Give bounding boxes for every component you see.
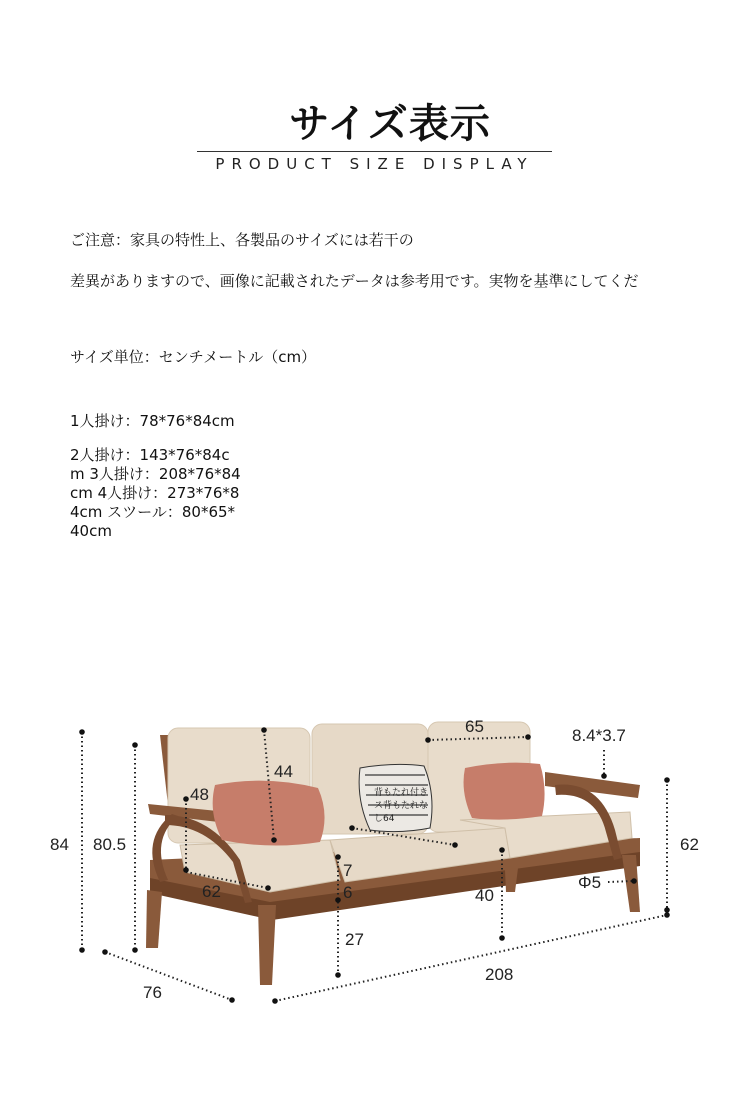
size-list-line: cm 4人掛け：273*76*8 xyxy=(70,484,240,502)
size-list-line: 40cm xyxy=(70,522,112,540)
label-width: 208 xyxy=(485,965,514,984)
size-one-seat: 1人掛け：78*76*84cm xyxy=(70,412,235,430)
pillow-note-1: 背もたれ付き xyxy=(374,788,429,798)
sofa-illustration xyxy=(146,722,640,985)
pillow-note-3: し64 xyxy=(374,814,395,824)
label-cushion-top: 7 xyxy=(343,861,353,880)
label-seat-to-floor: 40 xyxy=(475,886,494,905)
label-seat-depth-front: 62 xyxy=(202,882,221,901)
size-list-line: 4cm スツール：80*65* xyxy=(70,503,236,521)
label-cushion-bottom: 6 xyxy=(343,883,353,902)
page-title: サイズ表示 xyxy=(289,101,491,147)
size-list-line: 2人掛け：143*76*84c xyxy=(70,446,230,464)
label-depth: 76 xyxy=(143,983,162,1002)
page-subtitle: PRODUCT SIZE DISPLAY xyxy=(215,155,534,173)
label-back-cushion-height: 44 xyxy=(274,762,293,781)
size-unit-text: サイズ単位：センチメートル（cm） xyxy=(70,348,317,366)
label-back-height: 80.5 xyxy=(93,835,127,854)
pillow-note-2: ス背もたれな xyxy=(374,801,429,811)
label-leg-diameter: Φ5 xyxy=(578,873,602,892)
label-frame-height: 27 xyxy=(345,930,364,949)
notice-line-1: ご注意：家具の特性上、各製品のサイズには若干の xyxy=(70,231,414,249)
label-total-height: 84 xyxy=(50,835,69,854)
label-armrest-size: 8.4*3.7 xyxy=(572,726,626,745)
label-armrest-depth: 48 xyxy=(190,785,209,804)
size-list-line: m 3人掛け：208*76*84 xyxy=(70,465,241,483)
label-cushion-width: 65 xyxy=(465,717,484,736)
notice-line-2: 差異がありますので、画像に記載されたデータは参考用です。実物を基準にしてくだ xyxy=(70,272,639,290)
label-seat-height-side: 62 xyxy=(680,835,699,854)
